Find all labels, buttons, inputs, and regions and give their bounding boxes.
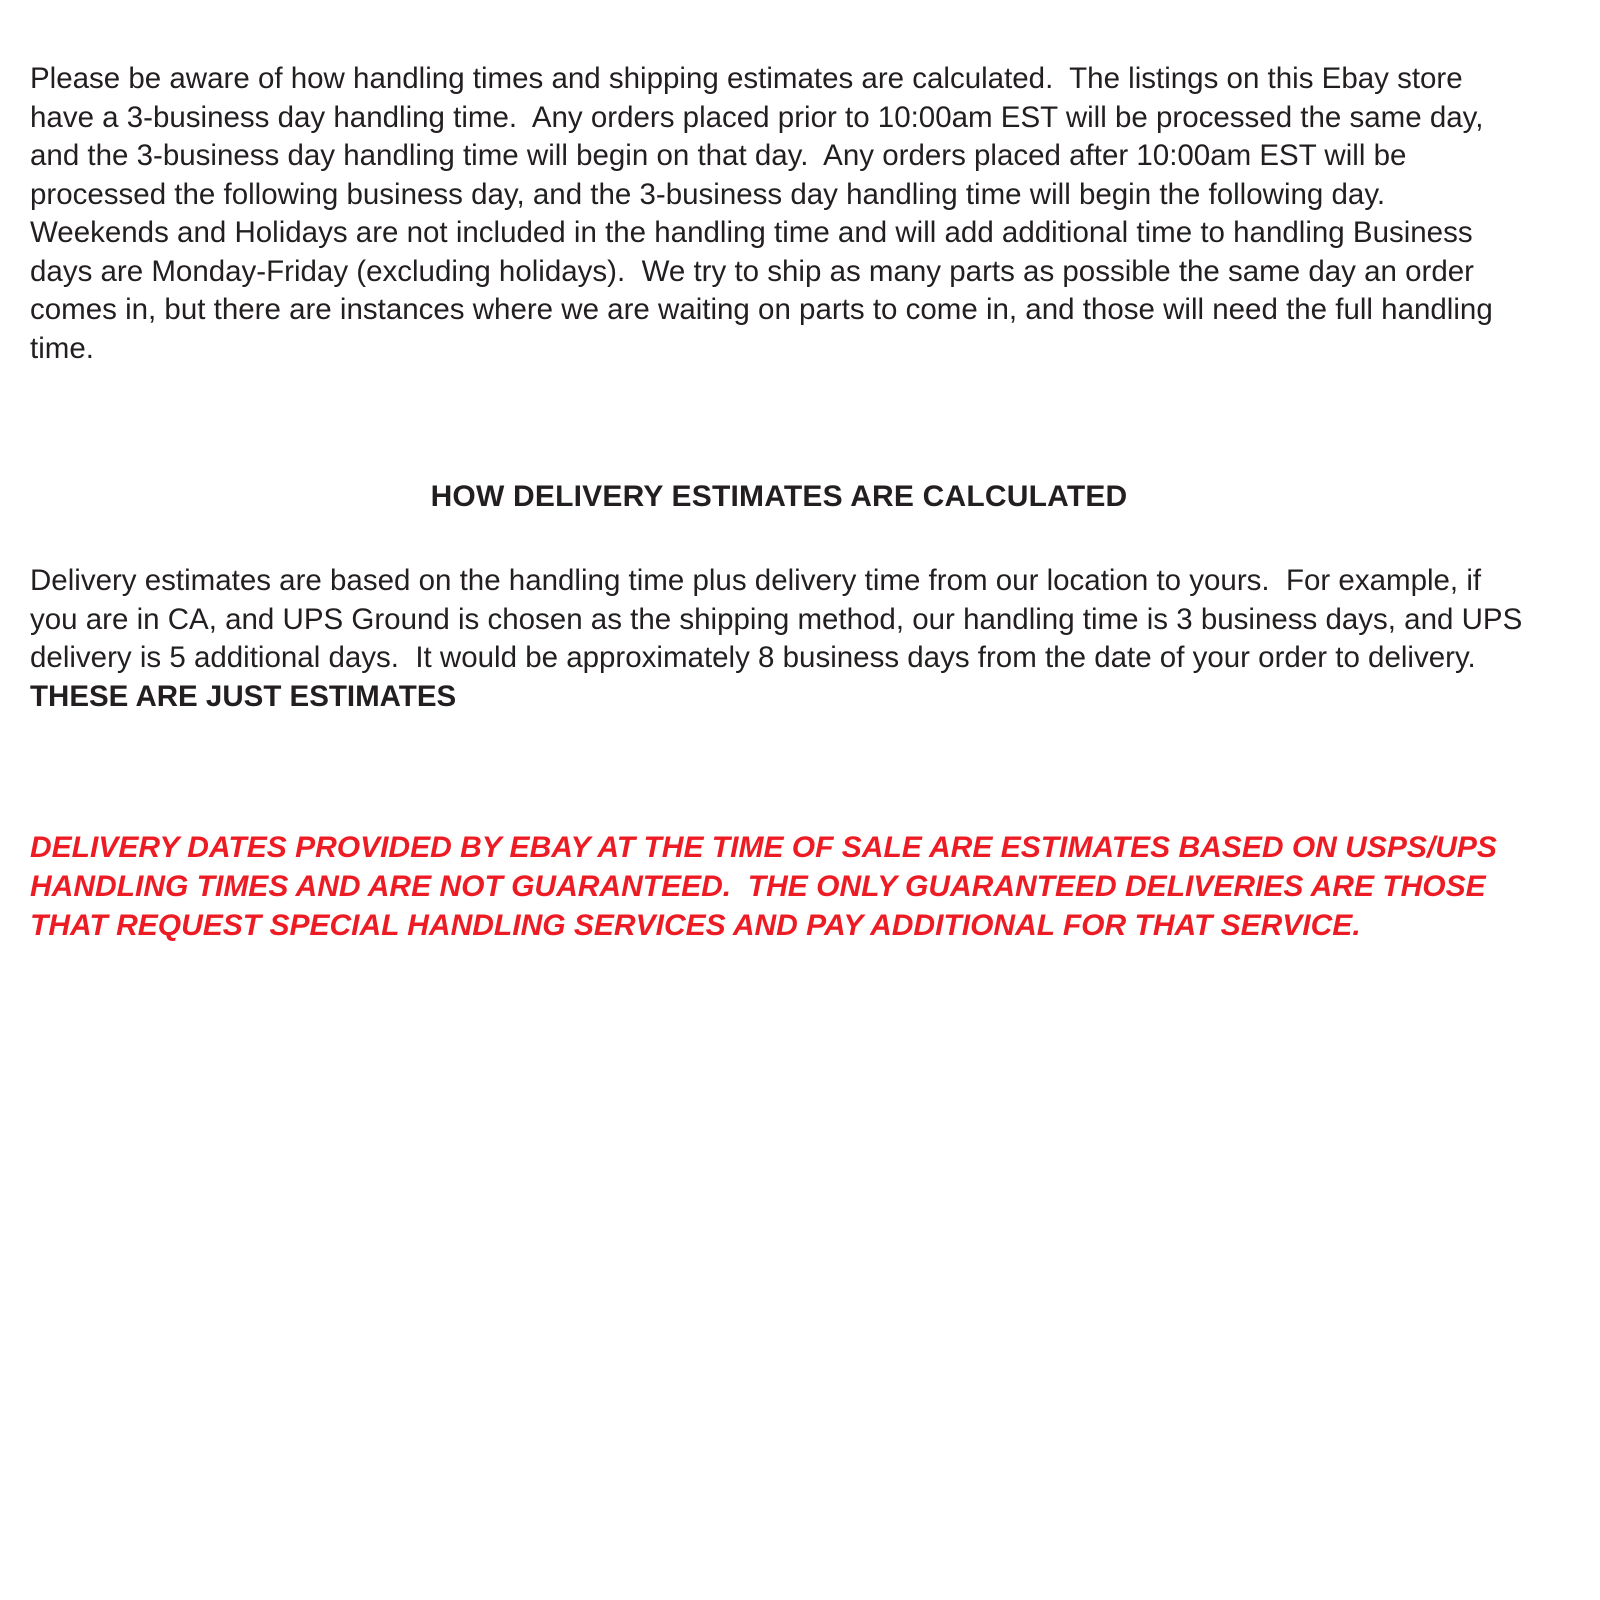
- delivery-dates-disclaimer: DELIVERY DATES PROVIDED BY EBAY AT THE TIME OF SALE ARE ESTIMATES BASED ON USPS/UPS HANDLING TIMES AND ARE NOT GUARANTEED. THE ONLY GUARANTEED DELIVERIES ARE THOSE THAT REQUEST SPECIAL HANDLING SERVICES AND PAY ADDITIONAL FOR THAT SERVICE.: [30, 831, 1506, 942]
- delivery-estimates-paragraph: [30, 562, 1531, 716]
- delivery-estimates-heading: HOW DELIVERY ESTIMATES ARE CALCULATED: [430, 480, 1128, 513]
- handling-times-paragraph: Please be aware of how handling times and shipping estimates are calculated. The listings on this Ebay store have a 3-business day handling time. Any orders placed prior to 10:00am EST will be processed the same day, and the 3-business day handling time will begin on that day. Any orders placed after 10:00am EST will be processed the following business day, and the 3-business day handling time will begin the following day. Weekends and Holidays are not included in the handling time and will add additional time to handling Business days are Monday-Friday (excluding holidays). We try to ship as many parts as possible the same day an order comes in, but there are instances where we are waiting on parts to come in, and those will need the full handling time.: [30, 62, 1501, 365]
- delivery-estimates-text: Delivery estimates are based on the handling time plus delivery time from our location to yours. For example, if you are in CA, and UPS Ground is chosen as the shipping method, our handling time is 3 business days, and UPS delivery is 5 additional days. It would be approximately 8 business days from the date of your order to delivery.: [30, 564, 1531, 674]
- just-estimates-emphasis: THESE ARE JUST ESTIMATES: [30, 679, 457, 713]
